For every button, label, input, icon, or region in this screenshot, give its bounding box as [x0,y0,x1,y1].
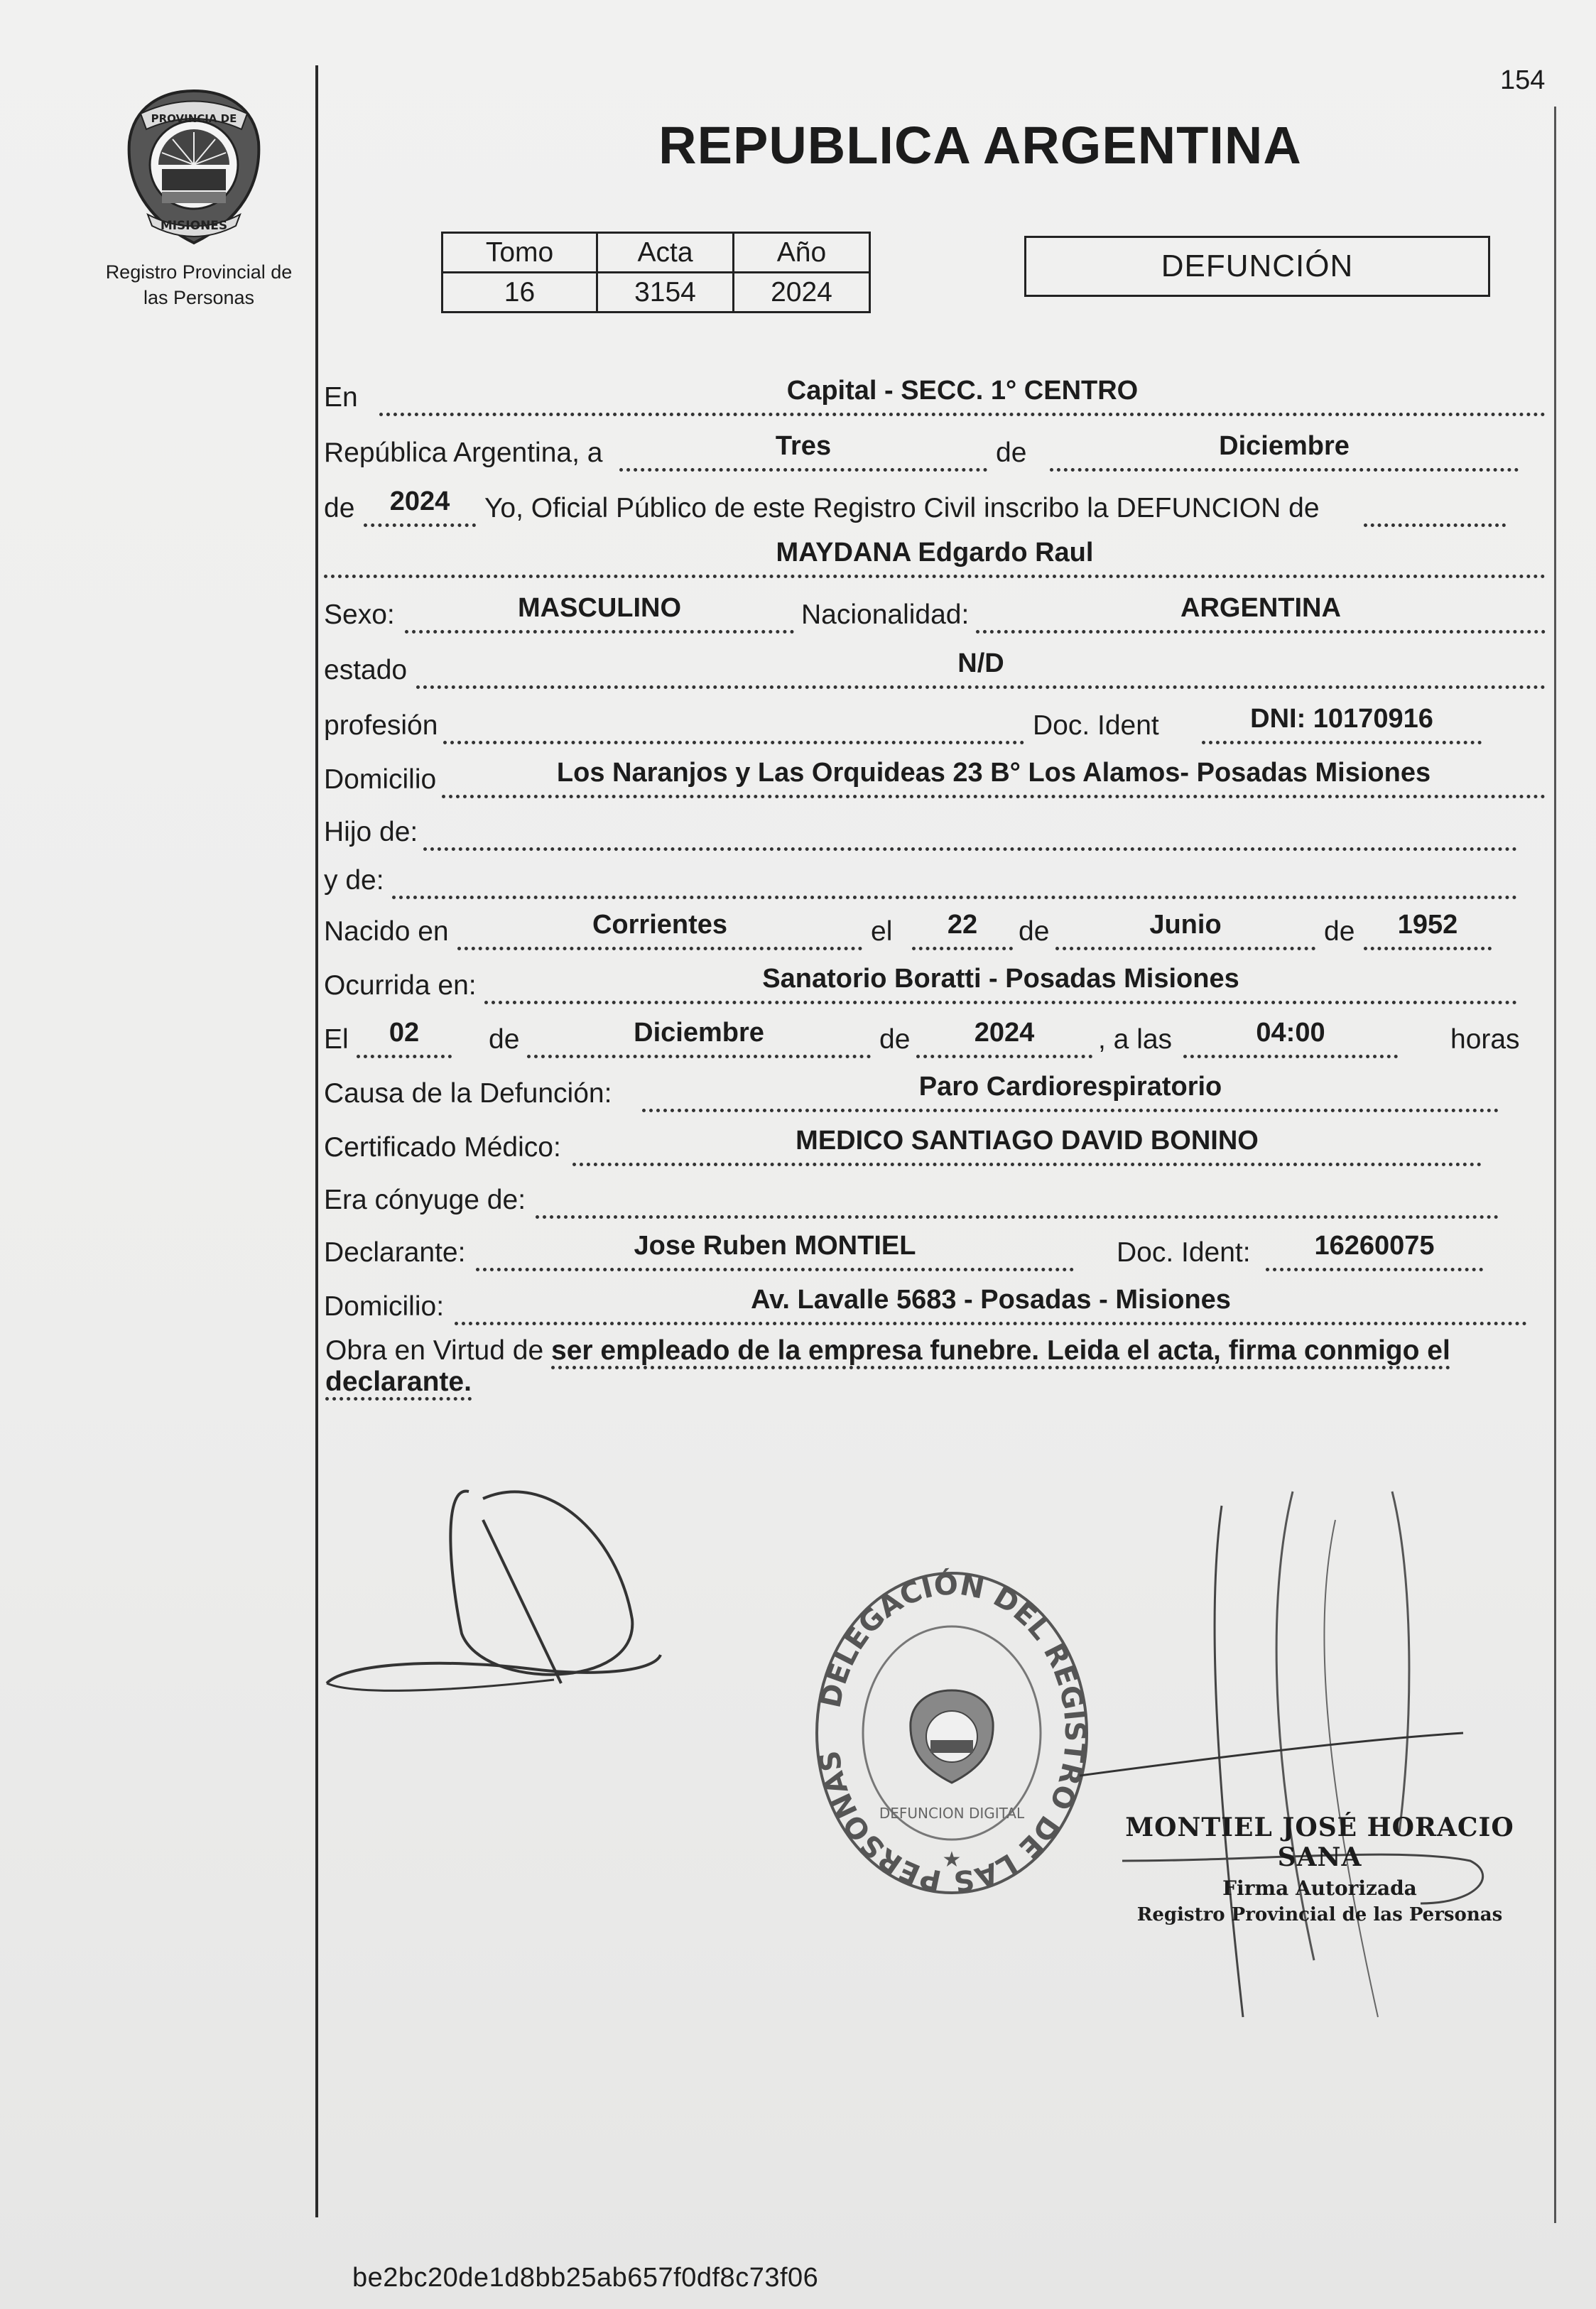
label-estado: estado [324,655,408,685]
official-signature [1080,1463,1492,2045]
label-domicilio-declarante: Domicilio: [324,1291,445,1322]
field-dia: Tres [619,432,987,472]
label-de-mes: de [1019,916,1050,947]
row-lugar [324,376,1546,419]
label-en: En [324,382,358,413]
label-de-def-anio: de [879,1024,911,1055]
svg-text:MISIONES: MISIONES [160,219,228,233]
label-de-anio-nac: de [1324,916,1355,947]
official-name: MONTIEL JOSÉ HORACIO SANA [1125,1813,1514,1872]
field-ocurrida-en: Sanatorio Boratti - Posadas Misiones [484,965,1517,1004]
stamp-inner-text: DEFUNCION DIGITAL [879,1805,1025,1822]
stamp-ring-text: DELEGACIÓN DEL REGISTRO DE LAS PERSONAS [813,1568,1092,1896]
page-title: REPUBLICA ARGENTINA [658,116,1302,175]
right-margin-rule [1554,107,1556,2223]
label-de: de [996,438,1027,468]
label-hijo-de: Hijo de: [324,817,418,847]
label-de-anio: de [324,493,355,523]
reference-table [441,232,871,313]
anio-header: Año [734,233,870,273]
label-profesion: profesión [324,710,438,741]
label-conyuge: Era cónyuge de: [324,1185,526,1215]
left-margin-rule [315,65,318,2217]
field-doc: DNI: 10170916 [1202,705,1482,744]
field-blank-end [1364,487,1506,527]
obra-en-virtud [325,1335,1526,1398]
field-nacido-dia: 22 [912,911,1013,950]
row-y-de [324,859,1546,902]
field-estado: N/D [416,649,1546,689]
label-el-cap: El [324,1024,349,1055]
field-mes: Diciembre [1050,432,1519,472]
field-declarante-domicilio: Av. Lavalle 5683 - Posadas - Misiones [455,1286,1527,1325]
row-hijo-de [324,811,1546,854]
field-profesion [443,705,1024,744]
label-nacionalidad: Nacionalidad: [801,599,970,630]
registry-caption [85,259,313,310]
tomo-header: Tomo [443,233,597,273]
field-causa: Paro Cardiorespiratorio [642,1072,1499,1112]
field-anio: 2024 [364,487,476,527]
anio-value: 2024 [734,273,870,313]
tomo-value: 16 [443,273,597,313]
field-def-hora: 04:00 [1183,1018,1398,1058]
label-ocurrida-en: Ocurrida en: [324,970,477,1001]
label-el: el [871,916,893,947]
label-obra: Obra en Virtud de [325,1335,544,1366]
declarant-signature [320,1456,675,1726]
registry-stamp [803,1527,1101,1896]
row-causa [324,1072,1546,1115]
official-registry: Registro Provincial de las Personas [1136,1904,1503,1925]
row-domicilio-declarante [324,1286,1546,1328]
field-declarante-doc: 16260075 [1266,1232,1483,1271]
label-de-def-mes: de [489,1024,520,1055]
record-type-box: DEFUNCIÓN [1024,236,1490,297]
row-nombre [324,538,1546,581]
row-estado [324,649,1546,692]
field-nacido-lugar: Corrientes [457,911,862,950]
label-y-de: y de: [324,865,384,896]
row-nacimiento [324,911,1546,953]
label-sexo: Sexo: [324,599,395,630]
field-conyuge [536,1179,1499,1219]
field-sexo: MASCULINO [405,594,794,634]
label-yo: Yo, Oficial Público de este Registro Civil inscribo la DEFUNCION de [484,493,1320,523]
field-nacido-anio: 1952 [1364,911,1492,950]
field-def-mes: Diciembre [527,1018,871,1058]
seal-text-top: PROVINCIA DE [151,112,237,125]
row-domicilio [324,759,1546,801]
row-anio-oficial [324,487,1546,530]
official-title: Firma Autorizada [1222,1876,1417,1900]
field-nacionalidad: ARGENTINA [976,594,1546,634]
registry-caption-line2: las Personas [143,287,255,308]
row-certificado [324,1126,1546,1169]
label-a-las: , a las [1098,1024,1173,1055]
acta-value: 3154 [597,273,734,313]
row-profesion [324,705,1546,747]
field-obra: ser empleado de la empresa funebre. Leida el acta, firma conmigo el declarante. [325,1335,1450,1401]
stamp-star-icon: ★ [942,1847,962,1872]
acta-header: Acta [597,233,734,273]
footer-hash: be2bc20de1d8bb25ab657f0df8c73f06 [352,2263,819,2293]
province-seal-logo [119,85,268,249]
field-domicilio: Los Naranjos y Las Orquideas 23 B° Los Alamos- Posadas Misiones [442,759,1546,798]
row-declarante [324,1232,1546,1274]
field-declarante: Jose Ruben MONTIEL [476,1232,1074,1271]
field-def-dia: 02 [357,1018,452,1058]
field-def-anio: 2024 [916,1018,1092,1058]
row-fecha-defuncion [324,1018,1560,1061]
field-nombre: MAYDANA Edgardo Raul [324,538,1546,578]
label-doc-ident: Doc. Ident [1033,710,1159,741]
field-hijo-de [423,811,1517,851]
field-lugar: Capital - SECC. 1° CENTRO [379,376,1546,416]
row-conyuge [324,1179,1546,1222]
label-horas: horas [1450,1024,1520,1055]
registry-caption-line1: Registro Provincial de [105,261,293,283]
row-ocurrida [324,965,1546,1007]
page-number: 154 [1500,65,1546,95]
label-doc-ident-declarante: Doc. Ident: [1117,1237,1251,1268]
field-y-de [392,859,1517,899]
label-republica: República Argentina, a [324,438,603,468]
field-nacido-mes: Junio [1055,911,1315,950]
label-certificado: Certificado Médico: [324,1132,561,1163]
label-nacido-en: Nacido en [324,916,449,947]
label-causa: Causa de la Defunción: [324,1078,612,1109]
official-stamp-text [1121,1813,1519,1925]
label-declarante: Declarante: [324,1237,466,1268]
label-domicilio: Domicilio [324,764,437,795]
row-fecha-inscripcion [324,432,1546,474]
row-sexo [324,594,1546,636]
field-certificado: MEDICO SANTIAGO DAVID BONINO [572,1126,1482,1166]
